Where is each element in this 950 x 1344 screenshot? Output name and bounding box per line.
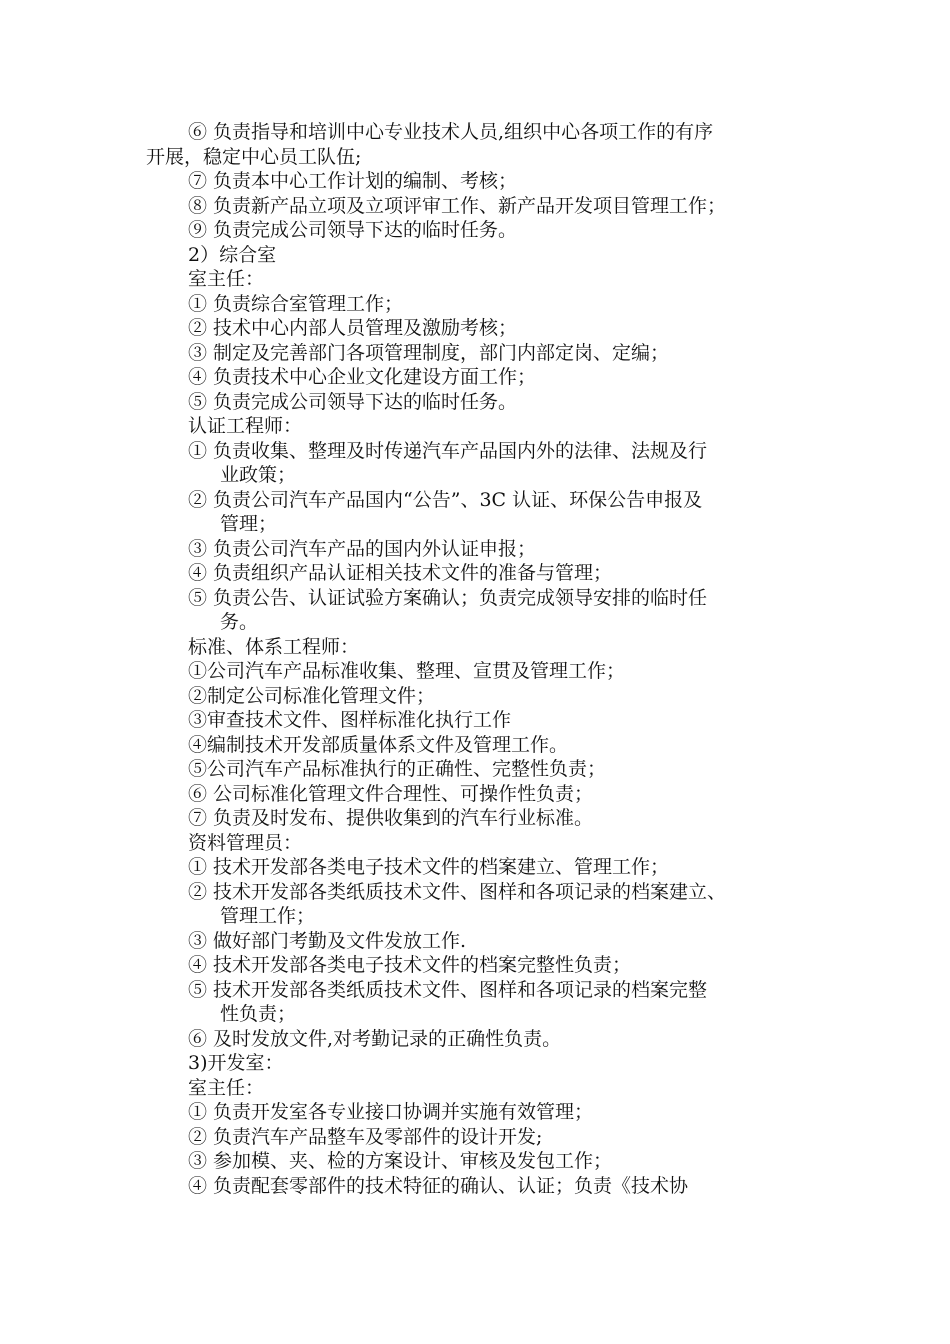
- text-line: ⑧ 负责新产品立项及立项评审工作、新产品开发项目管理工作；: [188, 194, 727, 217]
- text-line: ⑤ 技术开发部各类纸质技术文件、图样和各项记录的档案完整: [188, 978, 708, 1001]
- text-line: ⑥ 及时发放文件,对考勤记录的正确性负责。: [188, 1027, 562, 1050]
- text-line: ② 技术中心内部人员管理及激励考核；: [188, 317, 518, 339]
- text-line: ⑤公司汽车产品标准执行的正确性、完整性负责；: [188, 758, 607, 780]
- text-line: 室主任：: [188, 1076, 265, 1099]
- text-line: ④ 技术开发部各类电子技术文件的档案完整性负责；: [188, 954, 632, 976]
- text-line: 资料管理员：: [188, 831, 303, 854]
- text-line: 2）综合室: [188, 243, 277, 266]
- text-line: 室主任：: [188, 268, 265, 290]
- text-line: 标准、体系工程师：: [188, 635, 360, 658]
- text-line: 开展，稳定中心员工队伍;: [146, 145, 362, 168]
- text-line: ⑨ 负责完成公司领导下达的临时任务。: [188, 219, 518, 241]
- text-line: ① 负责综合室管理工作；: [188, 292, 404, 315]
- text-line: ⑤ 负责完成公司领导下达的临时任务。: [188, 390, 518, 413]
- text-line: ② 负责公司汽车产品国内“公告”、3C 认证、环保公告申报及: [188, 488, 703, 511]
- text-line: ④编制技术开发部质量体系文件及管理工作。: [188, 733, 569, 756]
- text-line: ① 负责开发室各专业接口协调并实施有效管理；: [188, 1101, 594, 1123]
- text-line: ③ 负责公司汽车产品的国内外认证申报；: [188, 537, 537, 560]
- document-body: [0, 120, 950, 1198]
- text-line: 务。: [220, 611, 259, 633]
- text-line: 管理；: [220, 513, 278, 535]
- text-line: ④ 负责组织产品认证相关技术文件的准备与管理；: [188, 562, 613, 584]
- text-line: ⑥ 公司标准化管理文件合理性、可操作性负责；: [188, 782, 594, 805]
- text-line: ⑤ 负责公告、认证试验方案确认；负责完成领导安排的临时任: [188, 586, 708, 609]
- text-line: ④ 负责技术中心企业文化建设方面工作；: [188, 366, 537, 388]
- text-line: ③ 做好部门考勤及文件发放工作.: [188, 929, 467, 952]
- text-line: ③ 制定及完善部门各项管理制度，部门内部定岗、定编；: [188, 341, 670, 364]
- text-line: ④ 负责配套零部件的技术特征的确认、认证；负责《技术协: [188, 1174, 689, 1197]
- text-line: 3)开发室：: [188, 1052, 284, 1074]
- text-line: ② 负责汽车产品整车及零部件的设计开发;: [188, 1125, 543, 1148]
- text-line: ①公司汽车产品标准收集、整理、宣贯及管理工作；: [188, 660, 626, 682]
- text-line: ②制定公司标准化管理文件；: [188, 684, 436, 707]
- text-line: 性负责；: [220, 1003, 297, 1025]
- text-line: ② 技术开发部各类纸质技术文件、图样和各项记录的档案建立、: [188, 880, 727, 903]
- text-line: ⑥ 负责指导和培训中心专业技术人员,组织中心各项工作的有序: [188, 121, 714, 143]
- text-line: ① 负责收集、整理及时传递汽车产品国内外的法律、法规及行: [188, 439, 708, 462]
- text-line: ① 技术开发部各类电子技术文件的档案建立、管理工作；: [188, 856, 670, 878]
- text-line: ⑦ 负责本中心工作计划的编制、考核；: [188, 170, 518, 192]
- text-line: ③ 参加模、夹、检的方案设计、审核及发包工作；: [188, 1150, 613, 1172]
- text-line: 管理工作；: [220, 905, 316, 927]
- text-line: ⑦ 负责及时发布、提供收集到的汽车行业标准。: [188, 807, 594, 829]
- text-line: 认证工程师：: [188, 415, 303, 437]
- text-line: ③审查技术文件、图样标准化执行工作: [188, 709, 512, 731]
- text-line: 业政策；: [220, 464, 297, 486]
